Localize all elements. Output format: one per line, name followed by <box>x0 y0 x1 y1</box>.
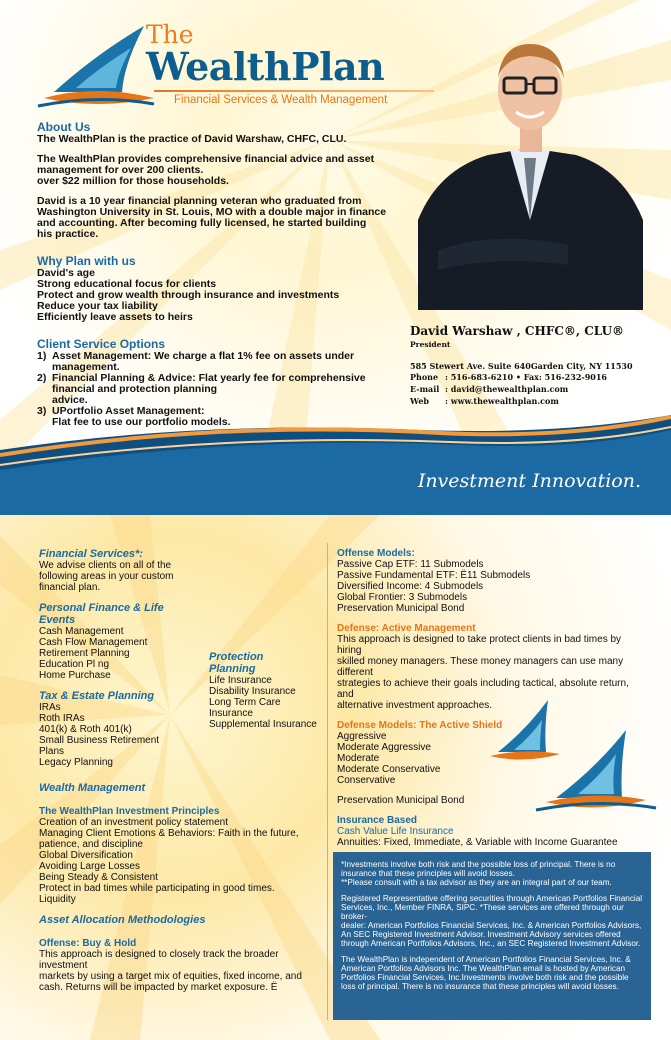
defense-active-line: strategies to achieve their goals including tactical, absolute return, and <box>337 678 629 700</box>
offense-buyhold-line: cash. Returns will be impacted by market exposure. Ë <box>39 982 278 993</box>
defense-active-line: This approach is designed to take protect clients in bad times by hiring <box>337 634 622 656</box>
why-plan-item: Reduce your tax liability <box>37 300 158 312</box>
option-item <box>37 351 397 373</box>
email-label: E-mail <box>410 384 440 394</box>
contact-email-row <box>410 383 660 395</box>
about-paragraph-2-line: The WealthPlan provides comprehensive financial advice and asset <box>37 153 375 165</box>
about-paragraph-3-line: Washington University in St. Louis, MO with a double major in finance <box>37 206 387 218</box>
disclaimer-line: An SEC Registered Investment Advisor. Investment Advisory services offered <box>341 930 621 939</box>
disclaimer-line: through American Portfolios Advisors, Inc., an SEC Registered Investment Advisor. <box>341 939 641 948</box>
disclaimer-line: Portfolios Financial Services, Inc.Investments involve both risk and the possible <box>341 973 629 982</box>
wealth-management-heading: Wealth Management <box>39 782 146 794</box>
principle-item: Creation of an investment policy statement <box>39 817 228 828</box>
principles-heading: The WealthPlan Investment Principles <box>39 806 220 817</box>
asset-allocation-heading: Asset Allocation Methodologies <box>39 914 206 926</box>
wealthplan-logo <box>36 14 436 114</box>
about-paragraph-2-line: over $22 million for those households. <box>37 175 229 187</box>
about-paragraph-3-line: David is a 10 year financial planning veteran who graduated from <box>37 195 362 207</box>
protection-item: Disability Insurance <box>209 686 296 697</box>
disclaimer-line: insurance that these principles will avoid losses. <box>341 869 515 878</box>
tax-estate-item: 401(k) & Roth 401(k) <box>39 724 132 735</box>
principle-item: Avoiding Large Losses <box>39 861 140 872</box>
option-line: UPortfolio Asset Management: <box>52 405 205 417</box>
logo-underline <box>154 90 434 92</box>
offense-buyhold-line: This approach is designed to closely track the broader investment <box>39 949 279 971</box>
personal-finance-item: Cash Flow Management <box>39 637 148 648</box>
option-line: advice. <box>52 394 88 406</box>
option-number: 3) <box>37 405 47 417</box>
about-section <box>37 121 422 240</box>
column-divider <box>327 543 328 1020</box>
contact-name: David Warshaw , CHFC®, CLU® <box>410 324 625 338</box>
about-paragraph-3-line: his practice. <box>37 228 99 240</box>
tax-estate-heading: Tax & Estate Planning <box>39 690 155 702</box>
protection-item: Supplemental Insurance <box>209 719 317 730</box>
financial-services-heading: Financial Services*: <box>39 548 143 560</box>
disclaimer-line: dealer: American Portfolios Financial Services, Inc. & American Portfolios Advisors, <box>341 921 642 930</box>
offense-model-item: Diversified Income: 4 Submodels <box>337 581 484 592</box>
offense-model-item: Passive Fundamental ETF: Ë11 Submodels <box>337 570 531 581</box>
tax-estate-item: Plans <box>39 746 65 757</box>
advisor-portrait <box>418 20 643 310</box>
defense-active-heading: Defense: Active Management <box>337 623 476 634</box>
disclaimer-box <box>333 852 651 1020</box>
offense-model-item: Global Frontier: 3 Submodels <box>337 592 468 603</box>
defense-models-heading: Defense Models: The Active Shield <box>337 720 503 731</box>
about-paragraph-2-line: management for over 200 clients. <box>37 164 204 176</box>
offense-buyhold-line: markets by using a target mix of equities, fixed income, and <box>39 971 302 982</box>
disclaimer-line: Services, Inc., Member FINRA, SIPC. *These services are offered through our broker- <box>341 903 624 921</box>
protection-heading: Protection <box>209 651 264 663</box>
web-link[interactable]: : www.thewealthplan.com <box>445 396 559 406</box>
offense-models-heading: Offense Models: <box>337 548 415 559</box>
tax-estate-item: Roth IRAs <box>39 713 85 724</box>
principle-item: Liquidity <box>39 894 76 905</box>
disclaimer-line: The WealthPlan is independent of American Portfolios Financial Services, Inc. & <box>341 955 631 964</box>
personal-finance-heading: Events <box>39 614 76 626</box>
personal-finance-item: Cash Management <box>39 626 124 637</box>
principle-item: Protect in bad times while participating in good times. <box>39 883 275 894</box>
option-number: 1) <box>37 350 47 362</box>
principle-item: patience, and discipline <box>39 839 143 850</box>
defense-model-extra: Preservation Municipal Bond <box>337 795 465 806</box>
protection-item: Life Insurance <box>209 675 272 686</box>
principle-item: Global Diversification <box>39 850 133 861</box>
why-plan-section <box>37 255 417 323</box>
defense-active-line: alternative investment approaches. <box>337 700 493 711</box>
why-plan-item: David's age <box>37 267 95 279</box>
defense-model-item: Conservative <box>337 775 396 786</box>
protection-item: Long Term Care <box>209 697 281 708</box>
option-line: financial and protection planning <box>52 383 218 395</box>
why-plan-item: Strong educational focus for clients <box>37 278 217 290</box>
offense-model-item: Preservation Municipal Bond <box>337 603 465 614</box>
slogan: Investment Innovation. <box>417 470 641 492</box>
protection-heading: Planning <box>209 663 256 675</box>
client-options-heading: Client Service Options <box>37 337 166 351</box>
option-line: Financial Planning & Advice: Flat yearly fee for comprehensive <box>52 372 366 384</box>
defense-model-item: Aggressive <box>337 731 387 742</box>
why-plan-item: Protect and grow wealth through insurance and investments <box>37 289 340 301</box>
option-line: Asset Management: We charge a flat 1% fee on assets under <box>52 350 355 362</box>
insurance-sub: Cash Value Life Insurance <box>337 826 454 837</box>
web-label: Web <box>410 396 430 406</box>
protection-item: Insurance <box>209 708 253 719</box>
disclaimer-line: loss of principal. There is no insurance that these principles will avoid losses. <box>341 982 619 991</box>
phone-value: : 516-683-6210 • Fax: 516-232-9016 <box>445 372 607 382</box>
disclaimer-line: American Portfolios Advisors Inc. The WealthPlan email is hosted by American <box>341 964 626 973</box>
personal-finance-item: Home Purchase <box>39 670 111 681</box>
principle-item: Managing Client Emotions & Behaviors: Faith in the future, <box>39 828 299 839</box>
insurance-heading: Insurance Based <box>337 815 418 826</box>
offense-buyhold-heading: Offense: Buy & Hold <box>39 938 137 949</box>
sailboats-illustration <box>486 690 666 820</box>
principle-item: Being Steady & Consistent <box>39 872 158 883</box>
logo-tagline: Financial Services & Wealth Management <box>174 94 388 106</box>
defense-model-item: Moderate <box>337 753 380 764</box>
financial-services-line: following areas in your custom <box>39 571 174 582</box>
financial-services-line: financial plan. <box>39 582 101 593</box>
about-paragraph-1: The WealthPlan is the practice of David Warshaw, CHFC, CLU. <box>37 133 347 145</box>
contact-phone-row <box>410 371 660 383</box>
left-column <box>39 548 324 993</box>
why-plan-heading: Why Plan with us <box>37 254 136 268</box>
tax-estate-item: Small Business Retirement <box>39 735 160 746</box>
defense-model-item: Moderate Aggressive <box>337 742 431 753</box>
disclaimer-line: *Investments involve both risk and the possible loss of principal. There is no <box>341 860 616 869</box>
personal-finance-heading: Personal Finance & Life <box>39 602 164 614</box>
insurance-line: Annuities: Fixed, Immediate, & Variable with Income Guarantee <box>337 837 618 848</box>
option-line: management. <box>52 361 120 373</box>
disclaimer-line: **Please consult with a tax advisor as they are an integral part of our team. <box>341 878 612 887</box>
contact-title: President <box>410 340 451 349</box>
why-plan-item: Efficiently leave assets to heirs <box>37 311 193 323</box>
defense-model-item: Moderate Conservative <box>337 764 441 775</box>
tax-estate-item: Legacy Planning <box>39 757 113 768</box>
logo-wordmark: WealthPlan <box>146 44 385 89</box>
personal-finance-item: Education Pl ng <box>39 659 110 670</box>
protection-planning <box>209 651 329 730</box>
about-paragraph-3-line: and accounting. After becoming fully licensed, he started building <box>37 217 367 229</box>
defense-active-line: skilled money managers. These money managers can use many different <box>337 656 624 678</box>
financial-services-line: We advise clients on all of the <box>39 560 172 571</box>
disclaimer-line: Registered Representative offering securities through American Portfolios Financial <box>341 894 643 903</box>
about-heading: About Us <box>37 120 91 134</box>
email-link[interactable]: : david@thewealthplan.com <box>445 384 569 394</box>
logo-the-text: The <box>146 20 194 49</box>
option-number: 2) <box>37 372 47 384</box>
contact-address: 585 Stewert Ave. Suite 640Garden City, NY 11530 <box>410 361 633 371</box>
phone-label: Phone <box>410 372 439 382</box>
tax-estate-item: IRAs <box>39 702 61 713</box>
offense-model-item: Passive Cap ETF: 11 Submodels <box>337 559 484 570</box>
wave-band <box>0 395 671 520</box>
sailboat-logo-icon <box>36 14 156 114</box>
personal-finance-item: Retirement Planning <box>39 648 130 659</box>
option-line: Flat fee to use our portfolio models. <box>52 416 231 428</box>
